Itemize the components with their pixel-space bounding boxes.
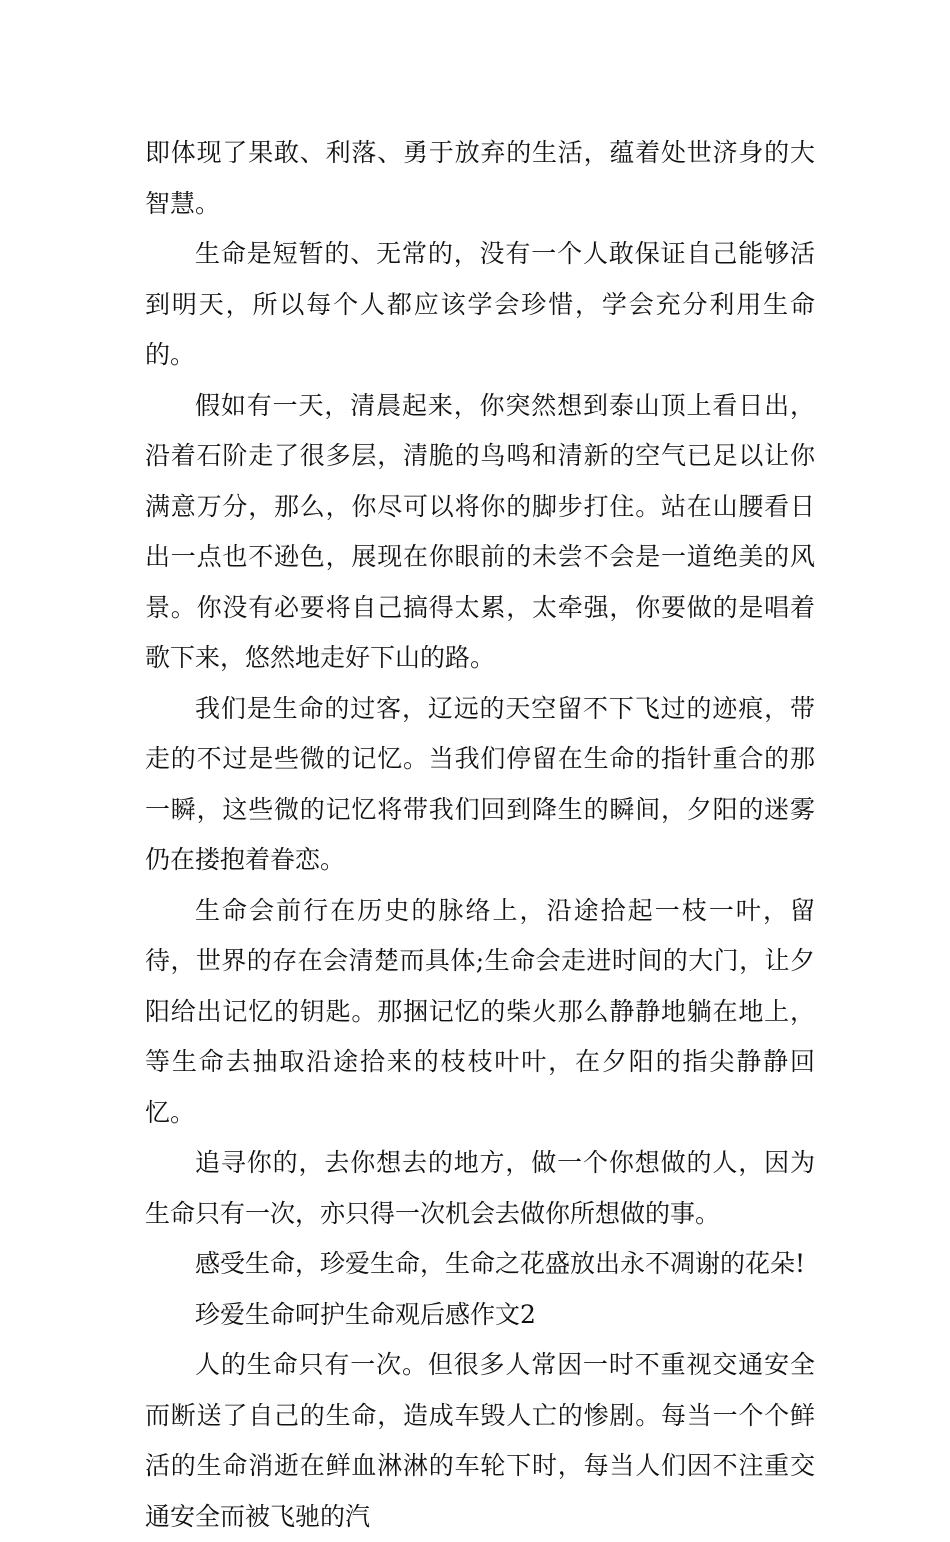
paragraph: 追寻你的，去你想去的地方，做一个你想做的人，因为生命只有一次，亦只得一次机会去做你所想做的事。 <box>145 1148 815 1228</box>
section-heading: 珍爱生命呵护生命观后感作文2 <box>195 1299 536 1329</box>
document-body <box>145 128 815 1542</box>
paragraph-continuation: 即体现了果敢、利落、勇于放弃的生活，蕴着处世济身的大智慧。 <box>145 138 815 218</box>
paragraph: 感受生命，珍爱生命，生命之花盛放出永不凋谢的花朵! <box>195 1249 806 1278</box>
paragraph: 生命会前行在历史的脉络上，沿途拾起一枝一叶，留待，世界的存在会清楚而具体;生命会走进时间的大门，让夕阳给出记忆的钥匙。那捆记忆的柴火那么静静地躺在地上，等生命去抽取沿途拾来的枝枝叶叶，在夕阳的指尖静静回忆。 <box>145 895 815 1127</box>
paragraph: 我们是生命的过客，辽远的天空留不下飞过的迹痕，带走的不过是些微的记忆。当我们停留在生命的指针重合的那一瞬，这些微的记忆将带我们回到降生的瞬间，夕阳的迷雾仍在搂抱着眷恋。 <box>145 693 815 874</box>
paragraph: 人的生命只有一次。但很多人常因一时不重视交通安全而断送了自己的生命，造成车毁人亡的惨剧。每当一个个鲜活的生命消逝在鲜血淋淋的车轮下时，每当人们因不注重交通安全而被飞驰的汽 <box>145 1350 815 1531</box>
paragraph: 生命是短暂的、无常的，没有一个人敢保证自己能够活到明天，所以每个人都应该学会珍惜，学会充分利用生命的。 <box>145 239 815 369</box>
paragraph: 假如有一天，清晨起来，你突然想到泰山顶上看日出，沿着石阶走了很多层，清脆的鸟鸣和清新的空气已足以让你满意万分，那么，你尽可以将你的脚步打住。站在山腰看日出一点也不逊色，展现在你眼前的未尝不会是一道绝美的风景。你没有必要将自己搞得太累，太牵强，你要做的是唱着歌下来，悠然地走好下山的路。 <box>145 390 815 672</box>
